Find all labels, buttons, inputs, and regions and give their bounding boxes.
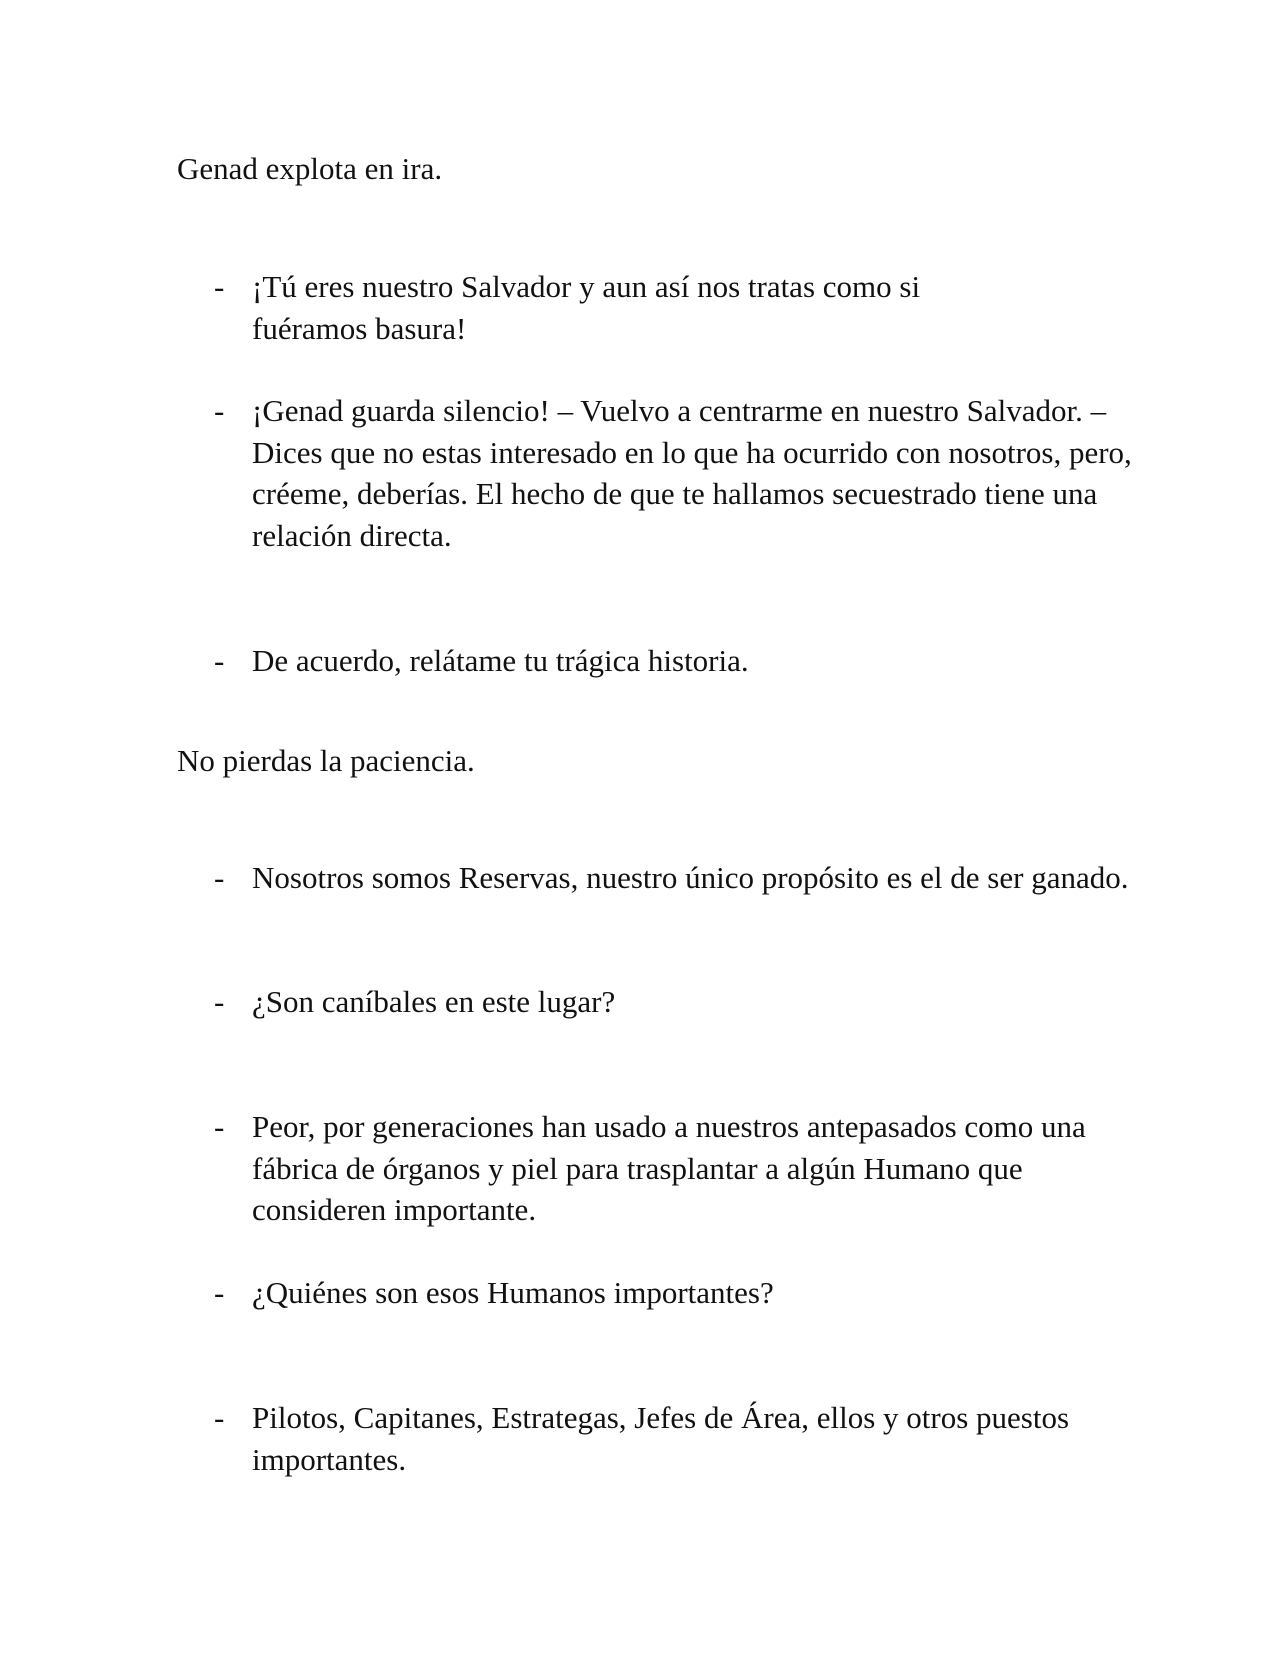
dialogue-dash: - [214,860,225,895]
dialogue-line: ¿Quiénes son esos Humanos importantes? [252,1275,774,1310]
dialogue-dash: - [214,1109,225,1144]
dialogue-line: ¿Son caníbales en este lugar? [252,984,616,1019]
dialogue-dash: - [214,393,225,428]
dialogue-line: De acuerdo, relátame tu trágica historia. [252,643,749,678]
dialogue-dash: - [214,984,225,1019]
dialogue-line: Peor, por generaciones han usado a nuestros antepasados como una fábrica de órganos y piel para trasplantar a algún Humano que consideren importante. [252,1109,1086,1227]
narration-paragraph: Genad explota en ira. [177,151,443,186]
dialogue-line: Pilotos, Capitanes, Estrategas, Jefes de Área, ellos y otros puestos importantes. [252,1400,1070,1477]
dialogue-dash: - [214,643,225,678]
dialogue-line: ¡Tú eres nuestro Salvador y aun así nos tratas como si fuéramos basura! [252,269,921,346]
dialogue-dash: - [214,1400,225,1435]
dialogue-dash: - [214,1275,225,1310]
narration-paragraph: No pierdas la paciencia. [177,743,475,778]
dialogue-dash: - [214,269,225,304]
dialogue-line: Nosotros somos Reservas, nuestro único propósito es el de ser ganado. [252,860,1129,895]
dialogue-line: ¡Genad guarda silencio! – Vuelvo a centrarme en nuestro Salvador. – Dices que no estas interesado en lo que ha ocurrido con nosotros, pero, créeme, deberías. El hecho de que te hallamos secuestrado tiene una relación directa. [252,393,1132,553]
